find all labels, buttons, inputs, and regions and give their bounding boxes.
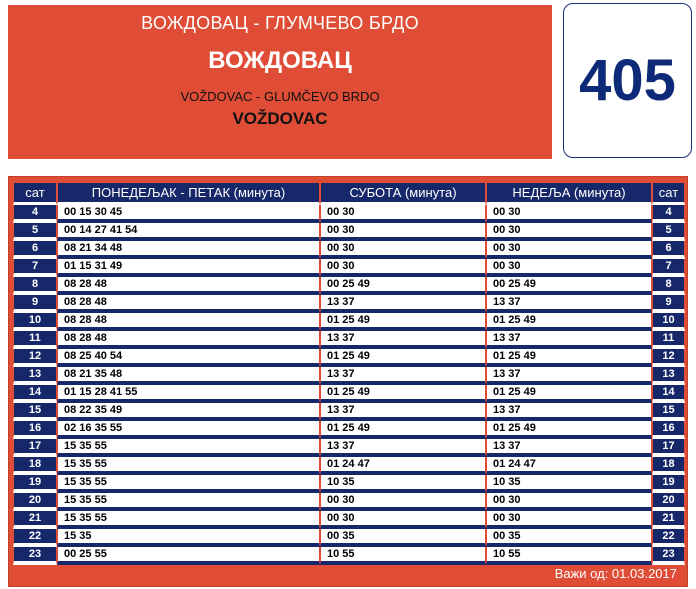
hour-cell-right: 19 (652, 475, 685, 493)
hour-cell: 15 (13, 403, 57, 421)
col-header-saturday: СУБОТА (минута) (320, 182, 486, 205)
table-row (13, 205, 685, 223)
sunday-minutes: 00 30 (486, 493, 652, 511)
hour-cell: 16 (13, 421, 57, 439)
table-row (13, 295, 685, 313)
timetable-header-row (13, 182, 685, 205)
hour-cell: 6 (13, 241, 57, 259)
saturday-minutes: 01 25 49 (320, 313, 486, 331)
sunday-minutes: 01 25 49 (486, 349, 652, 367)
saturday-minutes: 00 30 (320, 241, 486, 259)
weekday-minutes: 15 35 55 (57, 457, 320, 475)
hour-cell-right: 7 (652, 259, 685, 277)
hour-cell: 11 (13, 331, 57, 349)
hour-cell: 9 (13, 295, 57, 313)
sunday-minutes: 00 30 (486, 241, 652, 259)
hour-cell-right: 12 (652, 349, 685, 367)
weekday-minutes: 08 25 40 54 (57, 349, 320, 367)
hour-cell-right: 21 (652, 511, 685, 529)
sunday-minutes: 13 37 (486, 295, 652, 313)
sunday-minutes: 00 30 (486, 259, 652, 277)
table-row (13, 493, 685, 511)
stop-name-latin: VOŽDOVAC (232, 109, 328, 128)
table-row (13, 457, 685, 475)
hour-cell: 23 (13, 547, 57, 565)
route-title-cyrillic: ВОЖДОВАЦ - ГЛУМЧЕВО БРДО (141, 13, 419, 33)
valid-from: Важи од: 01.03.2017 (554, 566, 677, 581)
weekday-minutes: 02 16 35 55 (57, 421, 320, 439)
stop-name-cyrillic: ВОЖДОВАЦ (208, 47, 352, 74)
hour-cell: 12 (13, 349, 57, 367)
sunday-minutes: 13 37 (486, 331, 652, 349)
hour-cell-right: 9 (652, 295, 685, 313)
hour-cell-right: 18 (652, 457, 685, 475)
saturday-minutes: 10 55 (320, 547, 486, 565)
saturday-minutes: 13 37 (320, 331, 486, 349)
weekday-minutes: 08 22 35 49 (57, 403, 320, 421)
saturday-minutes: 00 35 (320, 529, 486, 547)
sunday-minutes: 00 30 (486, 205, 652, 223)
table-row (13, 439, 685, 457)
weekday-minutes: 00 15 30 45 (57, 205, 320, 223)
hour-cell: 19 (13, 475, 57, 493)
hour-cell: 7 (13, 259, 57, 277)
weekday-minutes: 15 35 55 (57, 439, 320, 457)
weekday-minutes: 15 35 55 (57, 475, 320, 493)
sunday-minutes: 01 24 47 (486, 457, 652, 475)
saturday-minutes: 00 30 (320, 493, 486, 511)
col-header-hour-right: сат (652, 182, 685, 205)
sunday-minutes: 01 25 49 (486, 313, 652, 331)
weekday-minutes: 08 28 48 (57, 295, 320, 313)
sunday-minutes: 10 35 (486, 475, 652, 493)
hour-cell-right: 16 (652, 421, 685, 439)
timetable-body (13, 205, 685, 565)
table-row (13, 277, 685, 295)
sunday-minutes: 00 30 (486, 511, 652, 529)
saturday-minutes: 13 37 (320, 439, 486, 457)
hour-cell-right: 22 (652, 529, 685, 547)
line-number: 405 (579, 48, 676, 113)
saturday-minutes: 13 37 (320, 367, 486, 385)
hour-cell: 22 (13, 529, 57, 547)
hour-cell: 18 (13, 457, 57, 475)
saturday-minutes: 00 30 (320, 511, 486, 529)
weekday-minutes: 15 35 55 (57, 493, 320, 511)
weekday-minutes: 15 35 55 (57, 511, 320, 529)
sunday-minutes: 00 30 (486, 223, 652, 241)
weekday-minutes: 08 21 35 48 (57, 367, 320, 385)
hour-cell: 20 (13, 493, 57, 511)
weekday-minutes: 01 15 28 41 55 (57, 385, 320, 403)
weekday-minutes: 08 28 48 (57, 313, 320, 331)
saturday-minutes: 01 25 49 (320, 349, 486, 367)
line-number-badge (563, 3, 692, 158)
saturday-minutes: 00 30 (320, 259, 486, 277)
route-title-latin: VOŽDOVAC - GLUMČEVO BRDO (180, 89, 380, 104)
table-row (13, 547, 685, 565)
saturday-minutes: 10 35 (320, 475, 486, 493)
table-row (13, 313, 685, 331)
table-row (13, 367, 685, 385)
hour-cell-right: 4 (652, 205, 685, 223)
weekday-minutes: 08 28 48 (57, 331, 320, 349)
hour-cell-right: 15 (652, 403, 685, 421)
hour-cell-right: 23 (652, 547, 685, 565)
hour-cell-right: 11 (652, 331, 685, 349)
saturday-minutes: 01 25 49 (320, 385, 486, 403)
table-row (13, 259, 685, 277)
hour-cell-right: 20 (652, 493, 685, 511)
table-row (13, 529, 685, 547)
timetable-panel (8, 176, 688, 587)
sunday-minutes: 10 55 (486, 547, 652, 565)
hour-cell: 4 (13, 205, 57, 223)
table-row (13, 331, 685, 349)
weekday-minutes: 08 21 34 48 (57, 241, 320, 259)
hour-cell: 13 (13, 367, 57, 385)
table-row (13, 385, 685, 403)
weekday-minutes: 00 25 55 (57, 547, 320, 565)
sunday-minutes: 13 37 (486, 367, 652, 385)
sunday-minutes: 01 25 49 (486, 421, 652, 439)
hour-cell-right: 8 (652, 277, 685, 295)
saturday-minutes: 00 30 (320, 223, 486, 241)
table-row (13, 511, 685, 529)
saturday-minutes: 00 25 49 (320, 277, 486, 295)
hour-cell-right: 5 (652, 223, 685, 241)
saturday-minutes: 13 37 (320, 403, 486, 421)
hour-cell: 17 (13, 439, 57, 457)
weekday-minutes: 00 14 27 41 54 (57, 223, 320, 241)
sunday-minutes: 00 35 (486, 529, 652, 547)
hour-cell: 21 (13, 511, 57, 529)
saturday-minutes: 01 25 49 (320, 421, 486, 439)
hour-cell: 8 (13, 277, 57, 295)
saturday-minutes: 13 37 (320, 295, 486, 313)
hour-cell-right: 6 (652, 241, 685, 259)
sunday-minutes: 13 37 (486, 439, 652, 457)
table-row (13, 403, 685, 421)
sunday-minutes: 00 25 49 (486, 277, 652, 295)
col-header-sunday: НЕДЕЉА (минута) (486, 182, 652, 205)
timetable (13, 182, 685, 565)
table-row (13, 241, 685, 259)
col-header-hour: сат (13, 182, 57, 205)
route-header (8, 5, 552, 159)
table-row (13, 349, 685, 367)
hour-cell-right: 17 (652, 439, 685, 457)
table-row (13, 223, 685, 241)
col-header-weekday: ПОНЕДЕЉАК - ПЕТАК (минута) (57, 182, 320, 205)
weekday-minutes: 08 28 48 (57, 277, 320, 295)
hour-cell: 14 (13, 385, 57, 403)
weekday-minutes: 15 35 (57, 529, 320, 547)
saturday-minutes: 01 24 47 (320, 457, 486, 475)
hour-cell: 10 (13, 313, 57, 331)
hour-cell-right: 14 (652, 385, 685, 403)
table-row (13, 475, 685, 493)
hour-cell-right: 10 (652, 313, 685, 331)
weekday-minutes: 01 15 31 49 (57, 259, 320, 277)
sunday-minutes: 01 25 49 (486, 385, 652, 403)
hour-cell: 5 (13, 223, 57, 241)
table-row (13, 421, 685, 439)
saturday-minutes: 00 30 (320, 205, 486, 223)
sunday-minutes: 13 37 (486, 403, 652, 421)
hour-cell-right: 13 (652, 367, 685, 385)
